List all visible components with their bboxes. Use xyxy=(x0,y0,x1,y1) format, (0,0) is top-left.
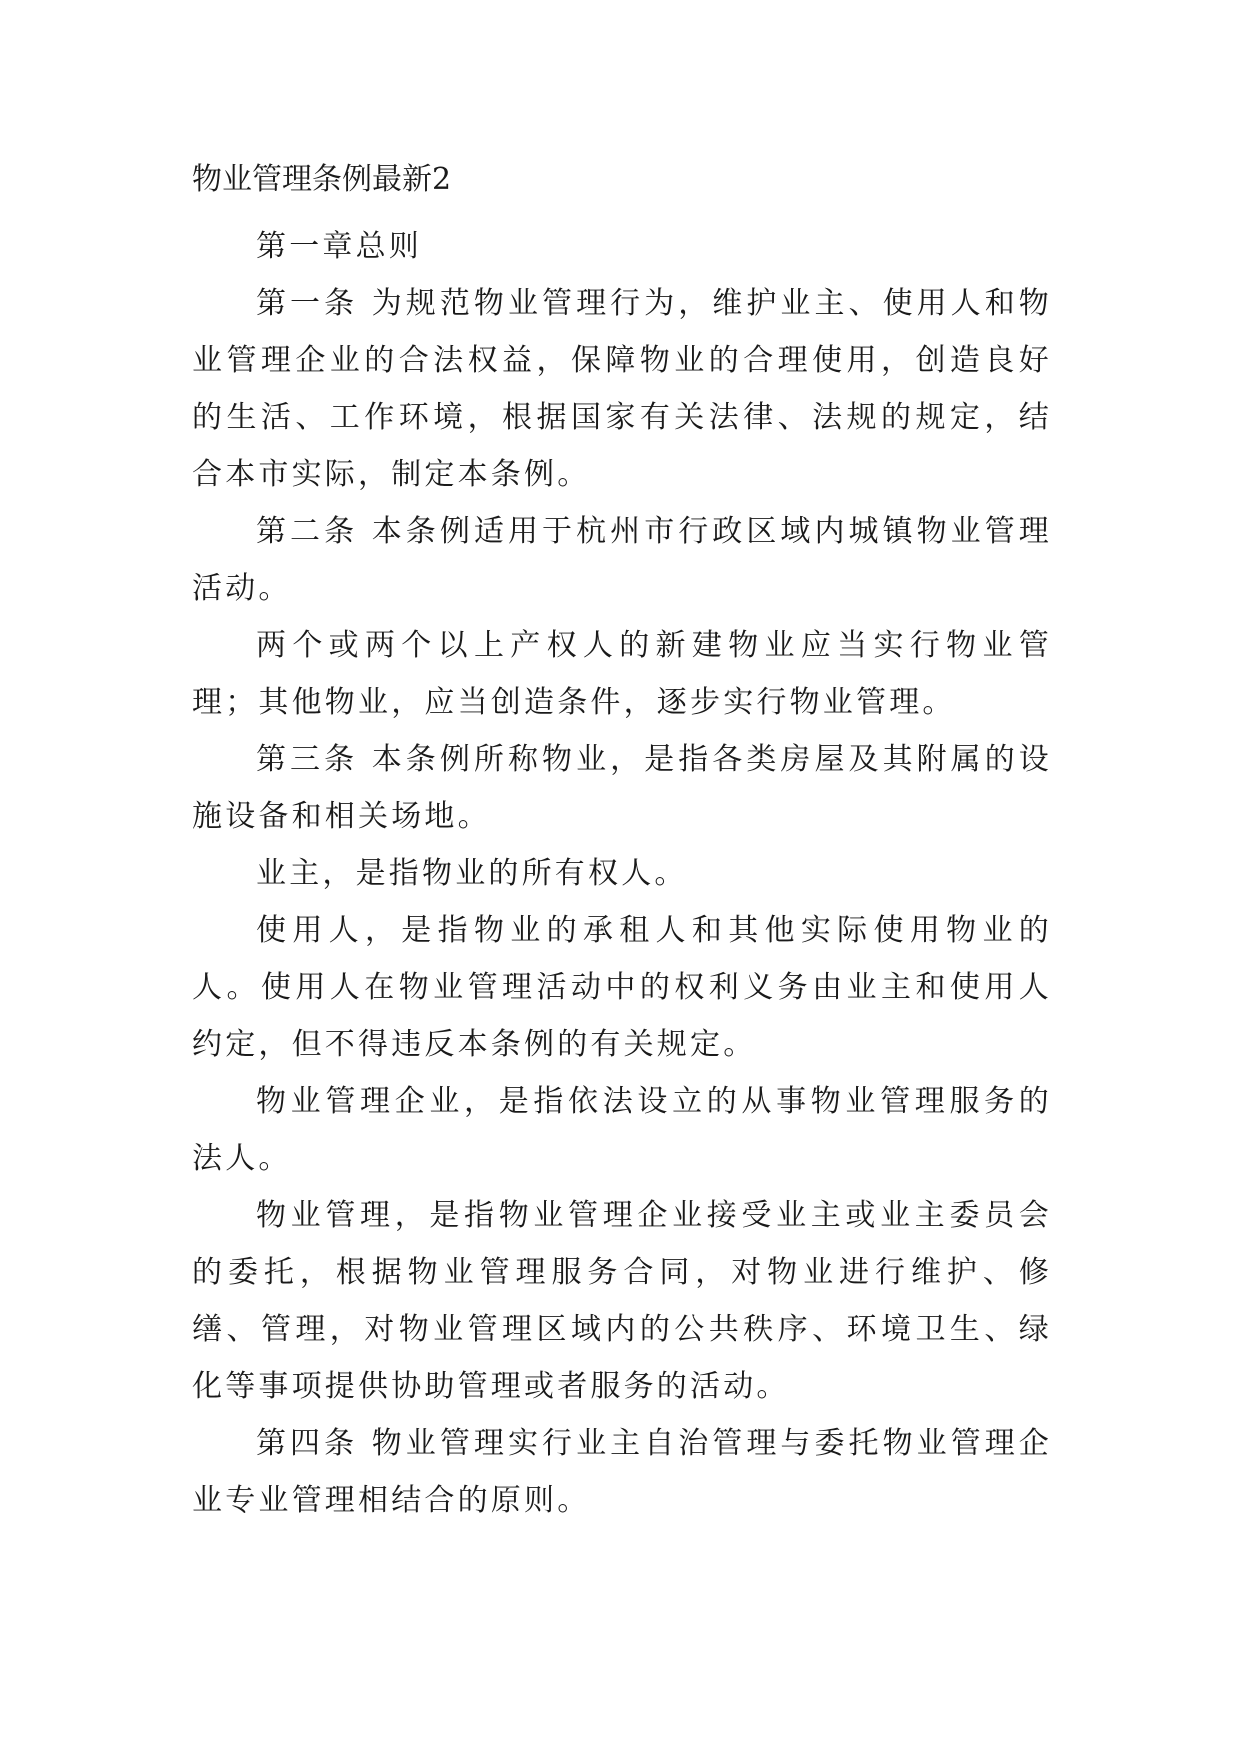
document-page xyxy=(192,160,1052,1529)
article-3-management-definition: 物业管理，是指物业管理企业接受业主或业主委员会的委托，根据物业管理服务合同，对物业进行维护、修缮、管理，对物业管理区域内的公共秩序、环境卫生、绿化等事项提供协助管理或者服务的活动。 xyxy=(192,1198,1052,1404)
article-4: 第四条 物业管理实行业主自治管理与委托物业管理企业专业管理相结合的原则。 xyxy=(192,1426,1052,1518)
article-2: 第二条 本条例适用于杭州市行政区域内城镇物业管理活动。 xyxy=(192,514,1052,606)
article-3-owner-definition: 业主，是指物业的所有权人。 xyxy=(256,856,688,891)
article-3: 第三条 本条例所称物业，是指各类房屋及其附属的设施设备和相关场地。 xyxy=(192,742,1052,834)
article-3-enterprise-definition: 物业管理企业，是指依法设立的从事物业管理服务的法人。 xyxy=(192,1084,1052,1176)
document-title: 物业管理条例最新2 xyxy=(192,162,452,197)
article-2-paragraph-2: 两个或两个以上产权人的新建物业应当实行物业管理；其他物业，应当创造条件，逐步实行物业管理。 xyxy=(192,628,1052,720)
article-1: 第一条 为规范物业管理行为，维护业主、使用人和物业管理企业的合法权益，保障物业的合理使用，创造良好的生活、工作环境，根据国家有关法律、法规的规定，结合本市实际，制定本条例。 xyxy=(192,286,1052,492)
chapter-heading: 第一章总则 xyxy=(256,229,422,264)
article-3-user-definition: 使用人，是指物业的承租人和其他实际使用物业的人。使用人在物业管理活动中的权利义务由业主和使用人约定，但不得违反本条例的有关规定。 xyxy=(192,913,1052,1062)
